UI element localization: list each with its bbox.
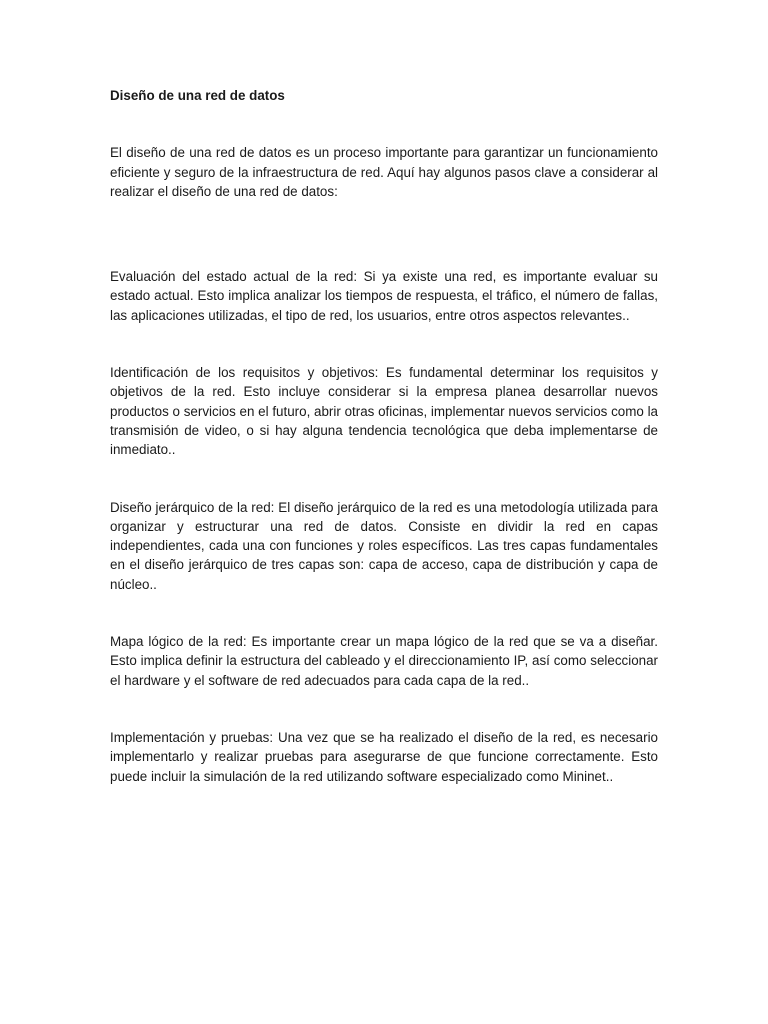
document-title: Diseño de una red de datos [110,88,285,103]
intro-paragraph: El diseño de una red de datos es un proceso importante para garantizar un funcionamiento eficiente y seguro de la infraestructura de red. Aquí hay algunos pasos clave a considerar al realizar el diseño de una red de datos: [110,145,658,199]
paragraph-diseno-jerarquico: Diseño jerárquico de la red: El diseño jerárquico de la red es una metodología utilizada para organizar y estructurar una red de datos. Consiste en dividir la red en capas independientes, cada una con funciones y roles específicos. Las tres capas fundamentales en el diseño jerárquico de tres capas son: capa de acceso, capa de distribución y capa de núcleo.. [110,499,658,592]
paragraph-mapa-logico: Mapa lógico de la red: Es importante crear un mapa lógico de la red que se va a diseñar. Esto implica definir la estructura del cableado y el direccionamiento IP, así como seleccionar el hardware y el software de red adecuados para cada capa de la red.. [110,634,658,688]
paragraph-evaluacion: Evaluación del estado actual de la red: Si ya existe una red, es importante evaluar su estado actual. Esto implica analizar los tiempos de respuesta, el tráfico, el número de fallas, las aplicaciones utilizadas, el tipo de red, los usuarios, entre otros aspectos relevantes.. [110,269,658,323]
paragraph-requisitos: Identificación de los requisitos y objetivos: Es fundamental determinar los requisitos y objetivos de la red. Esto incluye considerar si la empresa planea desarrollar nuevos productos o servicios en el futuro, abrir otras oficinas, implementar nuevos servicios como la transmisión de video, o si hay alguna tendencia tecnológica que deba implementarse de inmediato.. [110,365,658,458]
paragraph-implementacion: Implementación y pruebas: Una vez que se ha realizado el diseño de la red, es necesario implementarlo y realizar pruebas para asegurarse de que funcione correctamente. Esto puede incluir la simulación de la red utilizando software especializado como Mininet.. [110,729,658,784]
document-body [110,86,658,786]
